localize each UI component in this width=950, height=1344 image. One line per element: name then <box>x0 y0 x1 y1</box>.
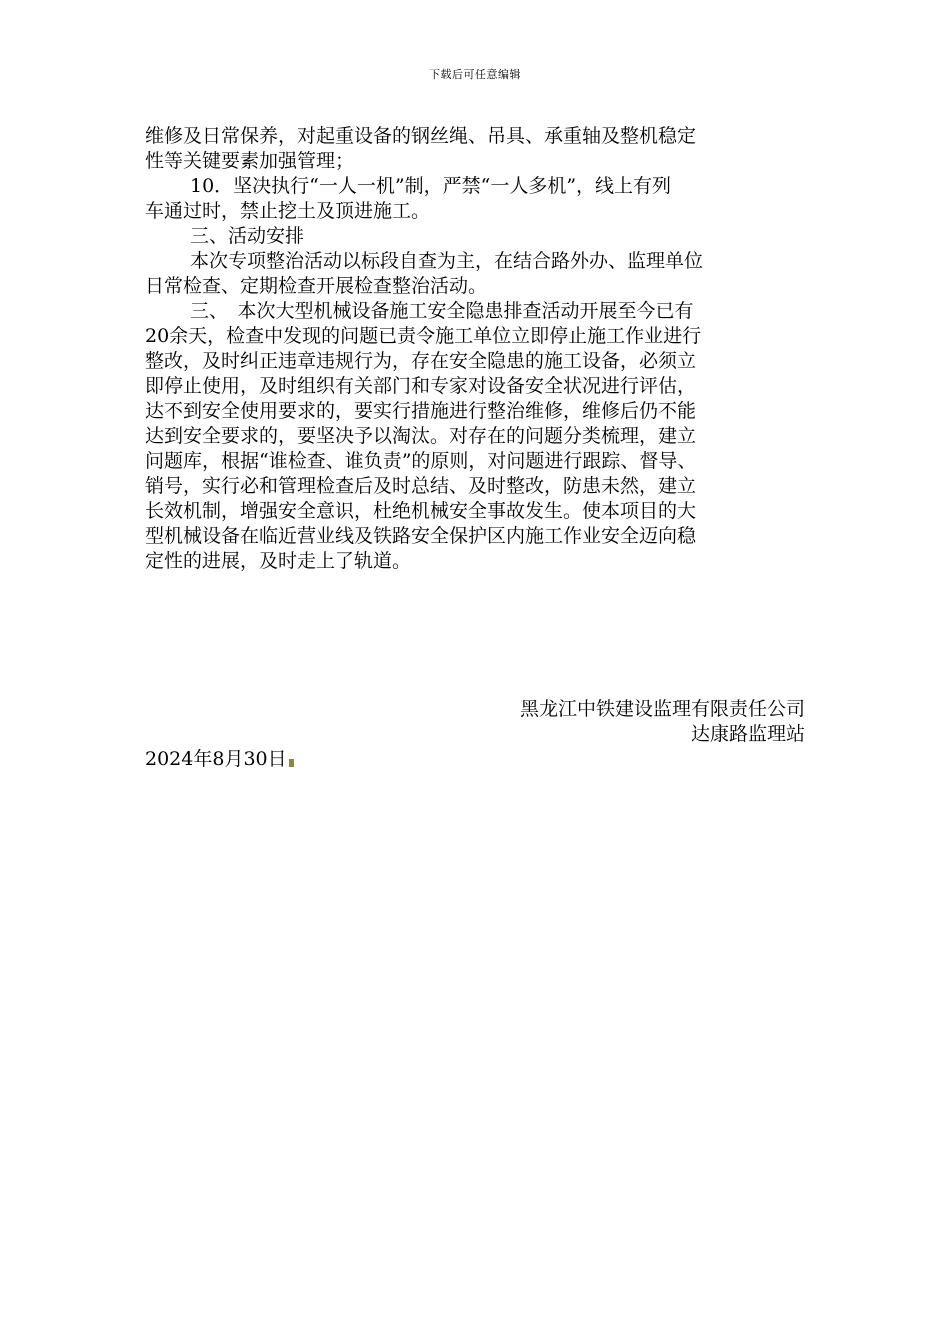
paragraph-line: 问题库，根据“谁检查、谁负责”的原则，对问题进行跟踪、督导、 <box>145 450 697 472</box>
paragraph-line: 维修及日常保养，对起重设备的钢丝绳、吊具、承重轴及整机稳定 <box>145 125 697 147</box>
paragraph-line: 销号，实行必和管理检查后及时总结、及时整改，防患未然，建立 <box>145 475 697 497</box>
signature-date: 2024年8月30日 <box>145 748 287 770</box>
paragraph-line: 长效机制，增强安全意识，杜绝机械安全事故发生。使本项目的大 <box>145 500 697 522</box>
paragraph-line: 达到安全要求的，要坚决予以淘汰。对存在的问题分类梳理，建立 <box>145 425 697 447</box>
page-header-note: 下载后可任意编辑 <box>429 68 521 81</box>
paragraph-line: 10．坚决执行“一人一机”制，严禁“一人多机”，线上有列 <box>190 175 672 197</box>
signature-date-row <box>145 747 294 772</box>
paragraph-line: 定性的进展，及时走上了轨道。 <box>145 550 412 572</box>
paragraph-line: 整改，及时纠正违章违规行为，存在安全隐患的施工设备，必须立 <box>145 350 697 372</box>
paragraph-line: 即停止使用，及时组织有关部门和专家对设备安全状况进行评估， <box>145 375 697 397</box>
paragraph-line: 日常检查、定期检查开展检查整治活动。 <box>145 275 488 297</box>
paragraph-line: 车通过时，禁止挖土及顶进施工。 <box>145 200 431 222</box>
paragraph-line: 性等关键要素加强管理； <box>145 150 355 172</box>
document-body <box>145 124 810 574</box>
paragraph-line: 20余天，检查中发现的问题已责令施工单位立即停止施工作业进行 <box>145 325 702 347</box>
section-heading: 三、活动安排 <box>190 225 305 247</box>
signature-company: 黑龙江中铁建设监理有限责任公司 <box>519 698 805 720</box>
signature-station: 达康路监理站 <box>690 723 805 745</box>
paragraph-line: 型机械设备在临近营业线及铁路安全保护区内施工作业安全迈向稳 <box>145 525 697 547</box>
paragraph-line: 本次专项整治活动以标段自查为主，在结合路外办、监理单位 <box>190 250 704 272</box>
paragraph-end-mark-icon <box>289 759 294 767</box>
section-heading: 三、 本次大型机械设备施工安全隐患排查活动开展至今已有 <box>190 300 694 322</box>
paragraph-line: 达不到安全使用要求的，要实行措施进行整治维修，维修后仍不能 <box>145 400 697 422</box>
